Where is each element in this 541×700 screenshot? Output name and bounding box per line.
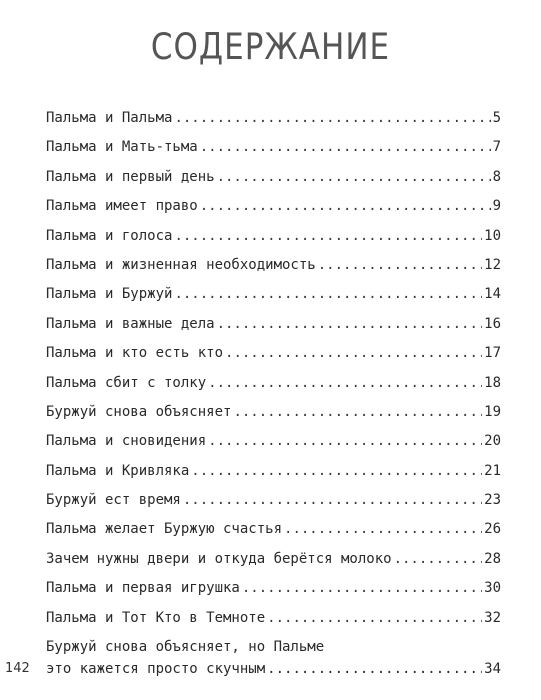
toc-entry-page: 21: [484, 462, 501, 479]
toc-entry-title: Пальма и сновидения: [46, 433, 207, 450]
toc-entry: [46, 457, 501, 486]
toc-entry-title: Пальма и важные дела: [46, 315, 215, 332]
toc-entry-line2: [46, 658, 501, 680]
toc-entry-page: 5: [492, 110, 501, 126]
toc-entry-title-line1: Буржуй снова объясняет, но Пальме: [46, 639, 325, 656]
dot-leader: [267, 604, 482, 633]
dot-leader: [208, 369, 482, 398]
toc-entry-page: 16: [484, 315, 501, 332]
dot-leader: [174, 280, 482, 309]
toc-entry-page: 19: [484, 403, 501, 420]
toc-entry: [46, 104, 501, 133]
toc-entry-title: Пальма и первая игрушка: [46, 580, 240, 597]
toc-entry: [46, 545, 501, 574]
toc-entry: [46, 192, 501, 221]
toc-entry-title: Пальма и Мать-тьма: [46, 139, 198, 156]
toc-entry-page: 28: [484, 550, 501, 567]
dot-leader: [208, 427, 482, 456]
toc-entry: [46, 574, 501, 603]
dot-leader: [394, 545, 483, 574]
toc-entry-title: Пальма желает Буржую счастья: [46, 521, 283, 538]
dot-leader: [183, 486, 482, 515]
toc-entry-title: Пальма и Пальма: [46, 110, 173, 126]
toc-entry: [46, 222, 501, 251]
toc-entry: [46, 486, 501, 515]
toc-entry: [46, 310, 501, 339]
toc-entry-title: Пальма и жизненная необходимость: [46, 256, 316, 273]
toc-entry-page: 12: [484, 256, 501, 273]
toc-entry-page: 34: [484, 661, 501, 678]
toc-entry: [46, 427, 501, 456]
dot-leader: [191, 457, 482, 486]
toc-entry-title: Пальма и первый день: [46, 168, 215, 185]
dot-leader: [174, 104, 490, 133]
dot-leader: [217, 163, 491, 192]
page-title: СОДЕРЖАНИЕ: [150, 26, 391, 69]
toc-entry-page: 26: [484, 521, 501, 538]
table-of-contents: [46, 104, 501, 680]
dot-leader: [242, 574, 482, 603]
toc-entry-title: Пальма и Кривляка: [46, 462, 190, 479]
toc-entry-page: 8: [492, 168, 501, 185]
dot-leader: [200, 133, 491, 162]
toc-entry: [46, 515, 501, 544]
toc-entry-page: 17: [484, 345, 501, 362]
toc-entry-title: Пальма и Буржуй: [46, 286, 173, 303]
toc-entry-page: 10: [484, 227, 501, 244]
page-number: 142: [5, 661, 30, 676]
toc-entry: [46, 280, 501, 309]
toc-entry-page: 9: [492, 198, 501, 215]
toc-entry-page: 32: [484, 609, 501, 626]
dot-leader: [233, 398, 482, 427]
dot-leader: [200, 192, 491, 221]
toc-entry-title: Пальма и Тот Кто в Темноте: [46, 609, 266, 626]
toc-entry: [46, 604, 501, 633]
dot-leader: [318, 251, 482, 280]
dot-leader: [217, 310, 483, 339]
toc-entry-title-line2: это кажется просто скучным: [46, 661, 266, 678]
dot-leader: [225, 339, 482, 368]
toc-entry-page: 18: [484, 374, 501, 391]
toc-entry-page: 20: [484, 433, 501, 450]
dot-leader: [267, 658, 482, 680]
toc-entry: [46, 133, 501, 162]
toc-entry: [46, 369, 501, 398]
toc-entry-title: Пальма и голоса: [46, 227, 173, 244]
toc-entry-title: Пальма и кто есть кто: [46, 345, 224, 362]
toc-entry-page: 30: [484, 580, 501, 597]
toc-entry-page: 7: [492, 139, 501, 156]
toc-entry-multiline: [46, 636, 501, 680]
toc-entry: [46, 251, 501, 280]
toc-entry-title: Пальма имеет право: [46, 198, 198, 215]
toc-entry-title: Буржуй снова объясняет: [46, 403, 232, 420]
toc-entry-page: 14: [484, 286, 501, 303]
toc-entry: [46, 398, 501, 427]
toc-entry-title: Буржуй ест время: [46, 492, 181, 509]
dot-leader: [174, 222, 482, 251]
toc-entry-page: 23: [484, 492, 501, 509]
toc-entry-title: Зачем нужны двери и откуда берётся молоко: [46, 550, 392, 567]
dot-leader: [284, 515, 482, 544]
toc-entry: [46, 339, 501, 368]
toc-entry-title: Пальма сбит с толку: [46, 374, 207, 391]
toc-entry: [46, 163, 501, 192]
